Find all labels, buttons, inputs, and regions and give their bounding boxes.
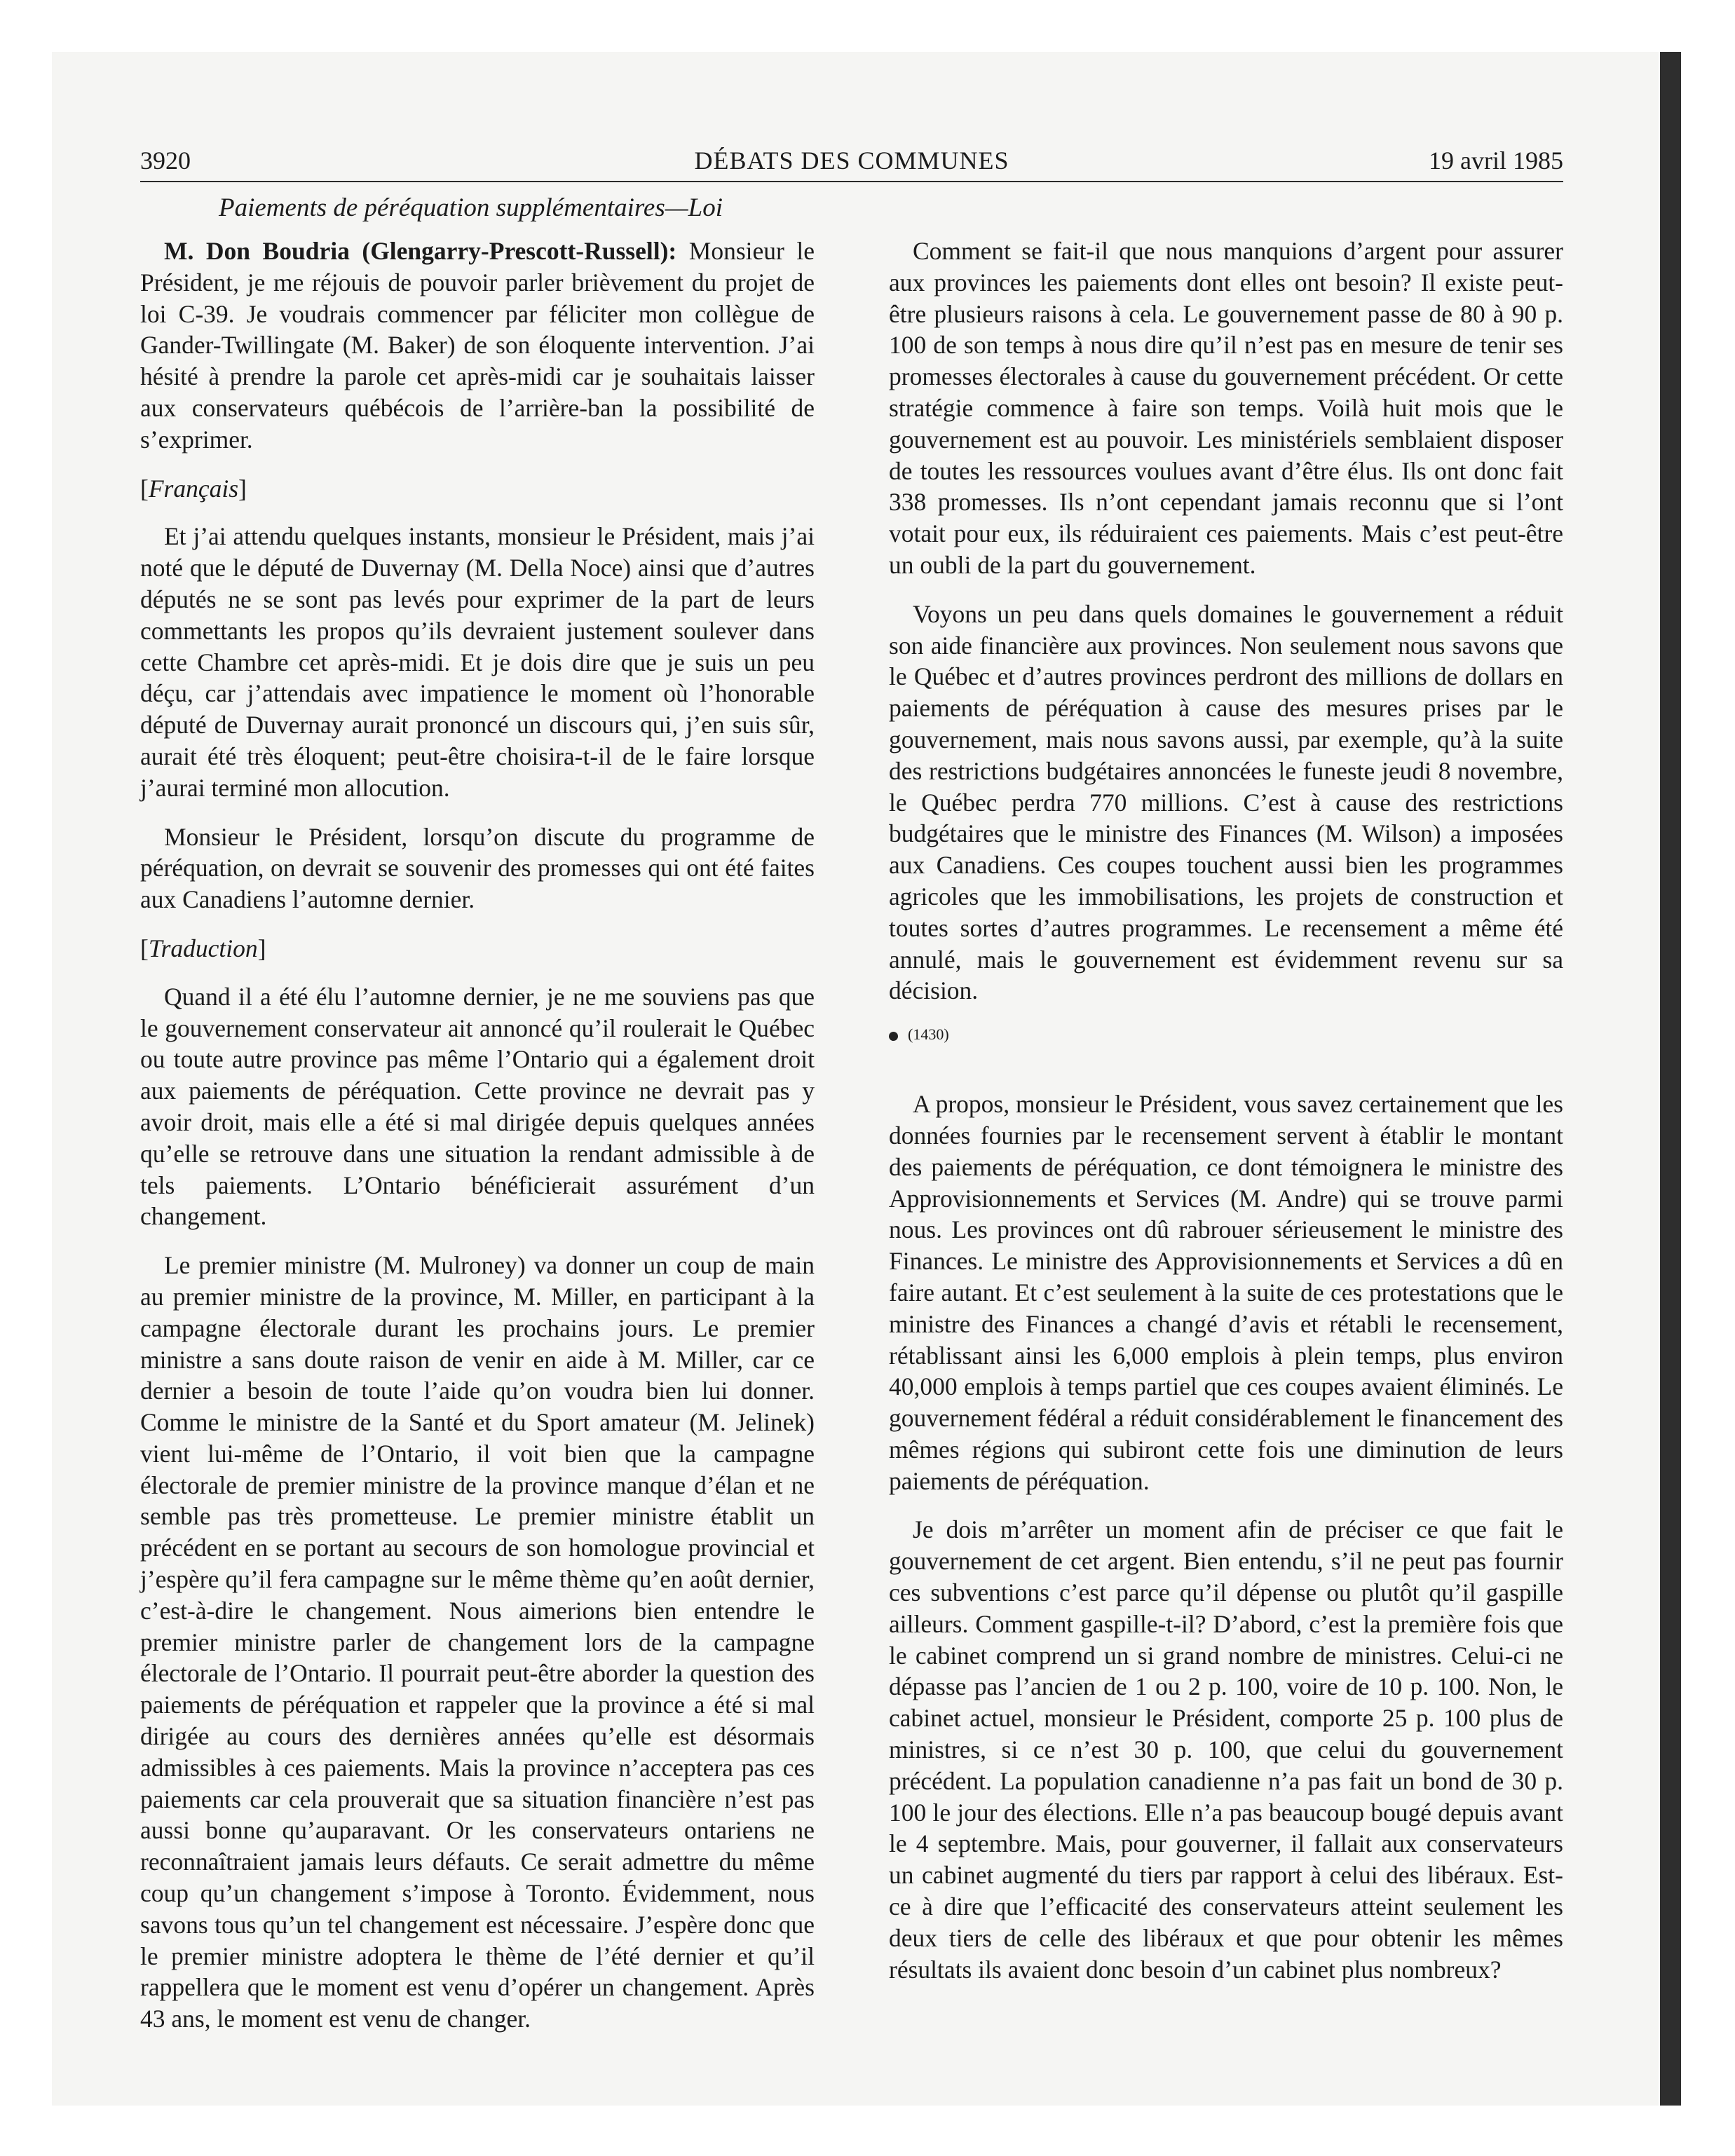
- paragraph: Comment se fait-il que nous manquions d’argent pour assurer aux provinces les paiements dont elles ont besoin? Il existe peut-être plusieurs raisons à cela. Le gouvernement passe de 80 à 90 p. 100 de son temps à nous dire qu’il n’est pas en mesure de tenir ses promesses électorales à cause du gouvernement précédent. Or cette stratégie commence à faire son temps. Voilà huit mois que le gouvernement est au pouvoir. Les ministériels semblaient disposer de toutes les ressources voulues avant d’être élus. Ils ont donc fait 338 promesses. Ils n’ont cependant jamais reconnu que si l’ont votait pour eux, ils réduiraient ces paiements. Mais c’est peut-être un oubli de la part du gouvernement.: [889, 237, 1563, 579]
- paragraph: A propos, monsieur le Président, vous savez certainement que les données fournies par le recensement servent à établir le montant des paiements de péréquation, ce dont témoignera le ministre des Approvisionnements et Services (M. Andre) qui se trouve parmi nous. Les provinces ont dû rabrouer sérieusement le ministre des Finances. Le ministre des Approvisionnements et Services a dû en faire autant. Et c’est seulement à la suite de ces protestations que le ministre des Finances a changé d’avis et rétabli le recensement, rétablissant ainsi les 6,000 emplois à plein temps, plus environ 40,000 emplois à temps partiel que ces coupes avaient éliminés. Le gouvernement fédéral a réduit considérablement le financement des mêmes régions qui subiront cette fois une diminution de leurs paiements de péréquation.: [889, 1090, 1563, 1495]
- paragraph-text: Monsieur le Président, je me réjouis de pouvoir parler brièvement du projet de loi C-39. Je voudrais commencer par féliciter mon collègue de Gander-Twillingate (M. Baker) de son éloquente intervention. J’ai hésité à prendre la parole cet après-midi car je souhaitais laisser aux conservateurs québécois de l’arrière-ban la possibilité de s’exprimer.: [140, 237, 815, 453]
- paragraph: Monsieur le Président, lorsqu’on discute du programme de péréquation, on devrait se souvenir des promesses qui ont été faites aux Canadiens l’automne dernier.: [140, 822, 815, 914]
- language-tag: [Français]: [140, 474, 247, 503]
- subject-heading: Paiements de péréquation supplémentaires—Loi: [219, 193, 723, 222]
- language-tag: [Traduction]: [140, 934, 266, 962]
- header-date: 19 avril 1985: [1429, 146, 1563, 175]
- time-marker: (1430): [889, 1024, 1563, 1045]
- paragraph: Je dois m’arrêter un moment afin de préciser ce que fait le gouvernement de cet argent. Bien entendu, s’il ne peut pas fournir ces subventions c’est parce qu’il dépense ou plutôt qu’il gaspille ailleurs. Comment gaspille-t-il? D’abord, c’est la première fois que le cabinet comprend un si grand nombre de ministres. Celui-ci ne dépasse pas l’ancien de 1 ou 2 p. 100, voire de 10 p. 100. Non, le cabinet actuel, monsieur le Président, comporte 25 p. 100 plus de ministres, si ce n’est 30 p. 100, que celui du gouvernement précédent. La population canadienne n’a pas fait un bond de 30 p. 100 le jour des élections. Elle n’a pas beaucoup bougé depuis avant le 4 septembre. Mais, pour gouverner, il fallait aux conservateurs un cabinet augmenté du tiers par rapport à celui des libéraux. Est-ce à dire que l’efficacité des conservateurs atteint seulement les deux tiers de celle des libéraux et que pour obtenir les mêmes résultats ils avaient donc besoin d’un cabinet plus nombreux?: [889, 1515, 1563, 1984]
- bullet-dot-icon: [889, 1032, 898, 1041]
- paragraph: Quand il a été élu l’automne dernier, je ne me souviens pas que le gouvernement conservateur ait annoncé qu’il roulerait le Québec ou toute autre province pas même l’Ontario qui a également droit aux paiements de péréquation. Cette province ne devrait pas y avoir droit, mais elle a été si mal dirigée depuis quelques années qu’elle se retrouve dans une situation la rendant admissible à de tels paiements. L’Ontario bénéficierait assurément d’un changement.: [140, 982, 815, 1231]
- scan-edge-shadow: [1660, 52, 1681, 2106]
- page-number: 3920: [140, 146, 191, 175]
- paragraph: [140, 236, 815, 456]
- right-column: [889, 236, 1563, 2003]
- speaker-name: M. Don Boudria (Glengarry-Prescott-Russell):: [164, 237, 677, 265]
- running-header: [140, 140, 1563, 182]
- paragraph: Voyons un peu dans quels domaines le gouvernement a réduit son aide financière aux provinces. Non seulement nous savons que le Québec et d’autres provinces perdront des millions de dollars en paiements de péréquation à cause des mesures prises par le gouvernement, mais nous savons aussi, par exemple, qu’à la suite des restrictions budgétaires annoncées le funeste jeudi 8 novembre, le Québec perdra 770 millions. C’est à cause des restrictions budgétaires que le ministre des Finances (M. Wilson) a imposées aux Canadiens. Ces coupes touchent aussi bien les programmes agricoles que les immobilisations, les projets de construction et toutes sortes d’autres programmes. Le recensement a même été annulé, mais le gouvernement est évidemment revenu sur sa décision.: [889, 599, 1563, 1005]
- paragraph: Et j’ai attendu quelques instants, monsieur le Président, mais j’ai noté que le député de Duvernay (M. Della Noce) ainsi que d’autres députés ne se sont pas levés pour exprimer de la part de leurs commettants les propos qu’ils devraient justement soulever dans cette Chambre cet après-midi. Et je dois dire que je suis un peu déçu, car j’attendais avec impatience le moment où l’honorable député de Duvernay aurait prononcé un discours qui, j’en suis sûr, aurait été très éloquent; peut-être choisira-t-il de le faire lorsque j’aurai terminé mon allocution.: [140, 522, 815, 802]
- left-column: [140, 236, 815, 2052]
- publication-title: DÉBATS DES COMMUNES: [694, 146, 1009, 175]
- paragraph: Le premier ministre (M. Mulroney) va donner un coup de main au premier ministre de la province, M. Miller, en participant à la campagne électorale durant les prochains jours. Le premier ministre a sans doute raison de venir en aide à M. Miller, car ce dernier a besoin de toute l’aide qu’on voudra bien lui donner. Comme le ministre de la Santé et du Sport amateur (M. Jelinek) vient lui-même de l’Ontario, il voit bien que la campagne électorale de premier ministre de la province manque d’élan et ne semble pas très prometteuse. Le premier ministre établit un précédent en se portant au secours de son homologue provincial et j’espère qu’il fera campagne sur le même thème qu’en août dernier, c’est-à-dire le changement. Nous aimerions bien entendre le premier ministre parler de changement lors de la campagne électorale de l’Ontario. Il pourrait peut-être aborder la question des paiements de péréquation et rappeler que la province a été si mal dirigée au cours des dernières années qu’elle est désormais admissibles à ces paiements. Mais la province n’acceptera pas ces paiements car cela prouverait que sa situation financière n’est pas aussi bonne qu’auparavant. Or les conservateurs ontariens ne reconnaîtraient jamais leurs défauts. Ce serait admettre du même coup qu’un changement s’impose à Toronto. Évidemment, nous savons tous qu’un tel changement est nécessaire. J’espère donc que le premier ministre adoptera le thème de l’été dernier et qu’il rappellera que le moment est venu d’opérer un changement. Après 43 ans, le moment est venu de changer.: [140, 1251, 815, 2033]
